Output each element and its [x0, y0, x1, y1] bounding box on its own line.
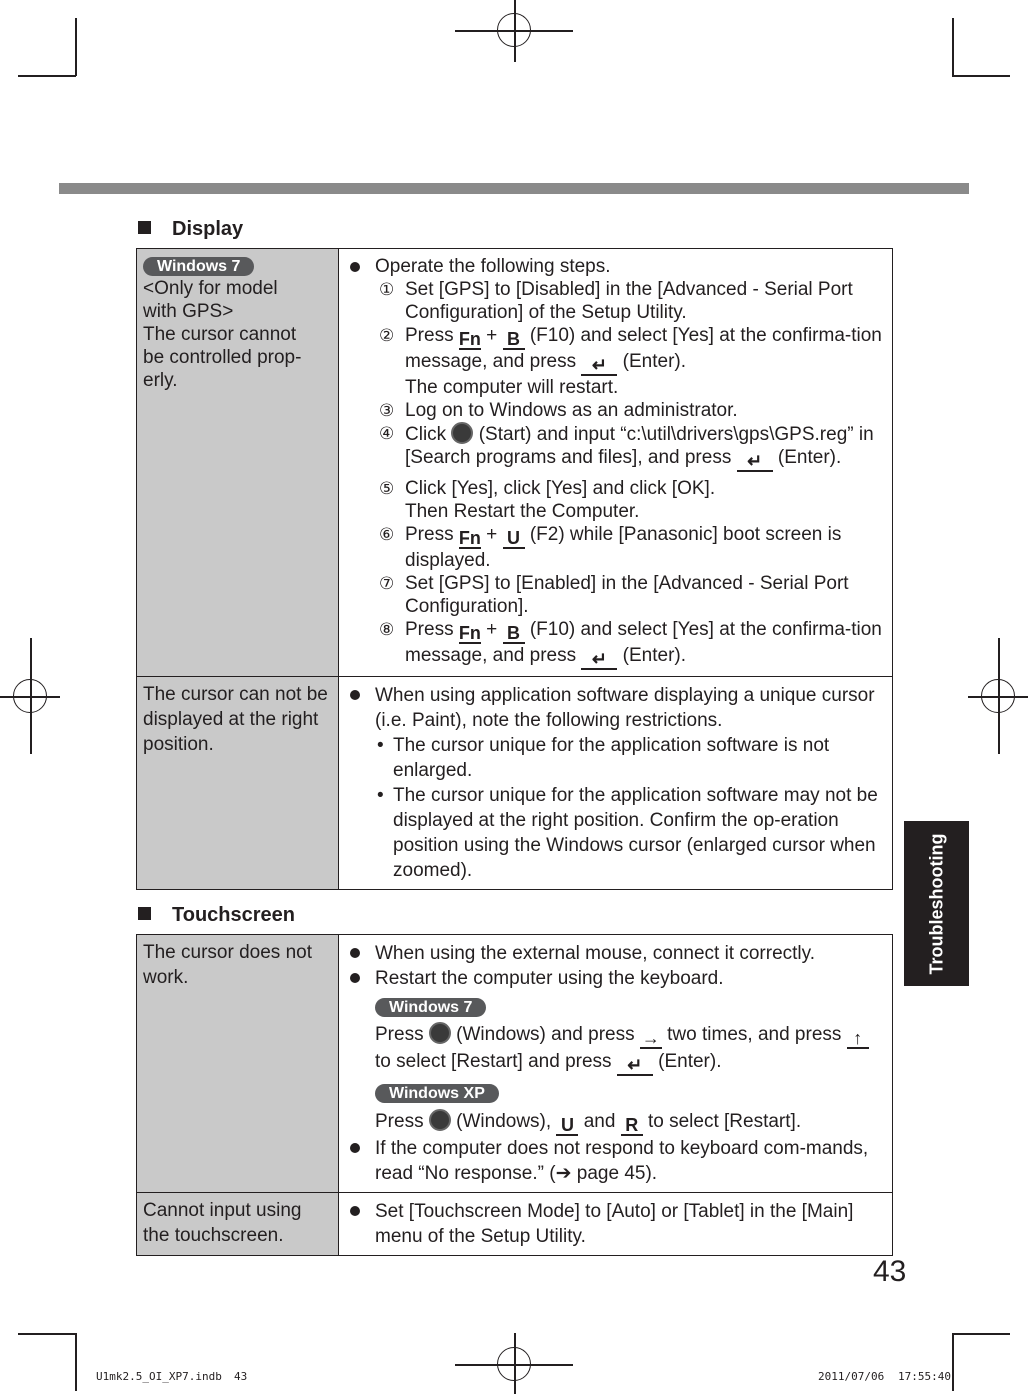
touchscreen-table [136, 934, 893, 1256]
step-text: Set [GPS] to [Disabled] in the [Advanced - Serial Port Configuration] of the Setup Utility. [405, 279, 853, 323]
u-key-icon: U [556, 1114, 578, 1136]
page-number: 43 [873, 1255, 907, 1288]
crop-mark [952, 1333, 954, 1391]
b-key-icon: B [503, 622, 525, 644]
crop-mark [952, 75, 1010, 77]
display-table [136, 248, 893, 890]
solution-cell [339, 249, 893, 677]
crop-mark [952, 18, 954, 76]
section-title: Touchscreen [172, 904, 295, 926]
crop-mark [998, 638, 1000, 754]
arrow-icon: ➔ [555, 1163, 572, 1184]
crop-mark [18, 1333, 76, 1335]
step-text: two times, and press [667, 1024, 842, 1045]
step-text: Click [Yes], click [Yes] and click [OK]. [405, 478, 716, 499]
list-item: Restart the computer using the keyboard. [343, 966, 886, 991]
footer-page: 43 [234, 1370, 248, 1383]
problem-text: erly. [143, 370, 178, 391]
step-text: (F2) while [Panasonic] boot screen is displayed. [405, 524, 842, 571]
solution-cell [339, 677, 893, 890]
crop-mark [514, 1333, 516, 1394]
enter-key-icon: ↵ [617, 1054, 653, 1076]
step-number: ⑥ [379, 525, 395, 544]
enter-key-icon: ↵ [737, 450, 773, 472]
section-tab [904, 821, 969, 986]
enter-key-icon: ↵ [581, 648, 617, 670]
step-number: ⑧ [379, 620, 395, 639]
step-text: page 45). [576, 1163, 658, 1184]
step-text: to select [Restart] and press [375, 1051, 612, 1072]
table-row [137, 249, 893, 677]
fn-key-icon: Fn [458, 329, 481, 349]
list-item [343, 1136, 886, 1186]
windows-key-icon [429, 1022, 451, 1044]
step-item [343, 618, 886, 670]
step-item [343, 399, 886, 422]
header-bar [59, 183, 969, 194]
instruction-text [343, 1022, 886, 1076]
plus-sign: + [486, 619, 498, 640]
step-number: ④ [379, 424, 395, 443]
step-text: Press [375, 1024, 424, 1045]
list-item: Set [Touchscreen Mode] to [Auto] or [Tablet] in the [Main] menu of the Setup Utility. [343, 1199, 886, 1249]
os-badge-row [343, 994, 886, 1019]
step-text: Log on to Windows as an administrator. [405, 400, 738, 421]
table-row [137, 1193, 893, 1256]
step-text: Press [405, 325, 454, 346]
fn-key-icon: Fn [458, 623, 481, 643]
step-text: (F10) and select [Yes] at the confirma-tion message, and press [405, 325, 882, 372]
problem-text: with GPS> [143, 301, 234, 322]
os-badge: Windows XP [375, 1084, 499, 1103]
step-text: and [583, 1111, 616, 1132]
step-text: Set [GPS] to [Enabled] in the [Advanced - Serial Port Configuration]. [405, 573, 849, 617]
section-heading-touchscreen [138, 904, 295, 927]
crop-mark [952, 1333, 1010, 1335]
step-text: (Start) and input “c:\util\drivers\gps\GPS.reg” in [Search programs and files], and press [405, 424, 874, 468]
step-number: ③ [379, 401, 395, 420]
problem-text: be controlled prop- [143, 347, 302, 368]
r-key-icon: R [621, 1114, 643, 1136]
step-number: ⑤ [379, 479, 395, 498]
problem-cell: The cursor does not work. [137, 935, 339, 1193]
step-text: If the computer does not respond to keyboard com-mands, read “No response.” ( [375, 1138, 869, 1184]
plus-sign: + [486, 325, 498, 346]
crop-mark [514, 0, 516, 62]
crop-mark [75, 18, 77, 76]
step-item [343, 278, 886, 324]
u-key-icon: U [503, 527, 525, 549]
step-item [343, 523, 886, 572]
windows-start-icon [451, 422, 473, 444]
step-item [343, 422, 886, 472]
problem-cell: Cannot input using the touchscreen. [137, 1193, 339, 1256]
step-text: (Enter). [622, 645, 687, 666]
crop-mark [18, 75, 76, 77]
sub-list-item: • The cursor unique for the application software is not enlarged. [343, 733, 886, 783]
table-row [137, 935, 893, 1193]
step-text: (Enter). [622, 351, 687, 372]
step-text: (F10) and select [Yes] at the confirma-tion message, and press [405, 619, 882, 666]
os-badge: Windows 7 [143, 257, 254, 276]
step-text: (Enter). [777, 447, 842, 468]
plus-sign: + [486, 524, 498, 545]
step-number: ② [379, 326, 395, 345]
step-item [343, 477, 886, 523]
footer-date: 2011/07/06 [818, 1370, 885, 1383]
list-item: When using application software displaying a unique cursor (i.e. Paint), note the following restrictions. [343, 683, 886, 733]
list-item: When using the external mouse, connect it correctly. [343, 941, 886, 966]
problem-cell: The cursor can not be displayed at the right position. [137, 677, 339, 890]
list-item: Operate the following steps. [343, 255, 886, 278]
step-text: Press [405, 619, 454, 640]
enter-key-icon: ↵ [581, 354, 617, 376]
step-text: Then Restart the Computer. [405, 501, 640, 522]
square-bullet-icon [138, 221, 151, 234]
right-arrow-key-icon: → [641, 1028, 660, 1048]
step-text: The computer will restart. [405, 377, 619, 398]
problem-cell [137, 249, 339, 677]
step-item [343, 572, 886, 618]
crop-mark [75, 1333, 77, 1391]
os-badge-row [343, 1080, 886, 1105]
step-text: (Windows) and press [456, 1024, 635, 1045]
windows-key-icon [429, 1109, 451, 1131]
step-text: (Windows), [456, 1111, 552, 1132]
step-text: (Enter). [658, 1051, 722, 1072]
step-text: Press [375, 1111, 424, 1132]
b-key-icon: B [503, 328, 525, 350]
section-title: Display [172, 218, 244, 240]
step-text: to select [Restart]. [647, 1111, 802, 1132]
crop-mark [30, 638, 32, 754]
square-bullet-icon [138, 907, 151, 920]
solution-cell [339, 1193, 893, 1256]
footer-time: 17:55:40 [898, 1370, 951, 1383]
section-heading-display [138, 218, 243, 241]
step-item [343, 324, 886, 399]
problem-text: <Only for model [143, 278, 278, 299]
footer-filename: U1mk2.5_OI_XP7.indb [96, 1370, 222, 1383]
problem-text: The cursor cannot [143, 324, 297, 345]
os-badge: Windows 7 [375, 998, 486, 1017]
fn-key-icon: Fn [458, 528, 481, 548]
section-tab-label: Troubleshooting [926, 833, 946, 974]
step-text: Click [405, 424, 447, 445]
table-row [137, 677, 893, 890]
sub-list-item: • The cursor unique for the application software may not be displayed at the right position. Confirm the op-eration position using the Windows cursor (enlarged cursor when zoomed). [343, 783, 886, 883]
step-text: Press [405, 524, 454, 545]
instruction-text [343, 1109, 886, 1136]
step-number: ⑦ [379, 574, 395, 593]
step-number: ① [379, 280, 395, 299]
solution-cell [339, 935, 893, 1193]
up-arrow-key-icon: ↑ [847, 1027, 869, 1049]
